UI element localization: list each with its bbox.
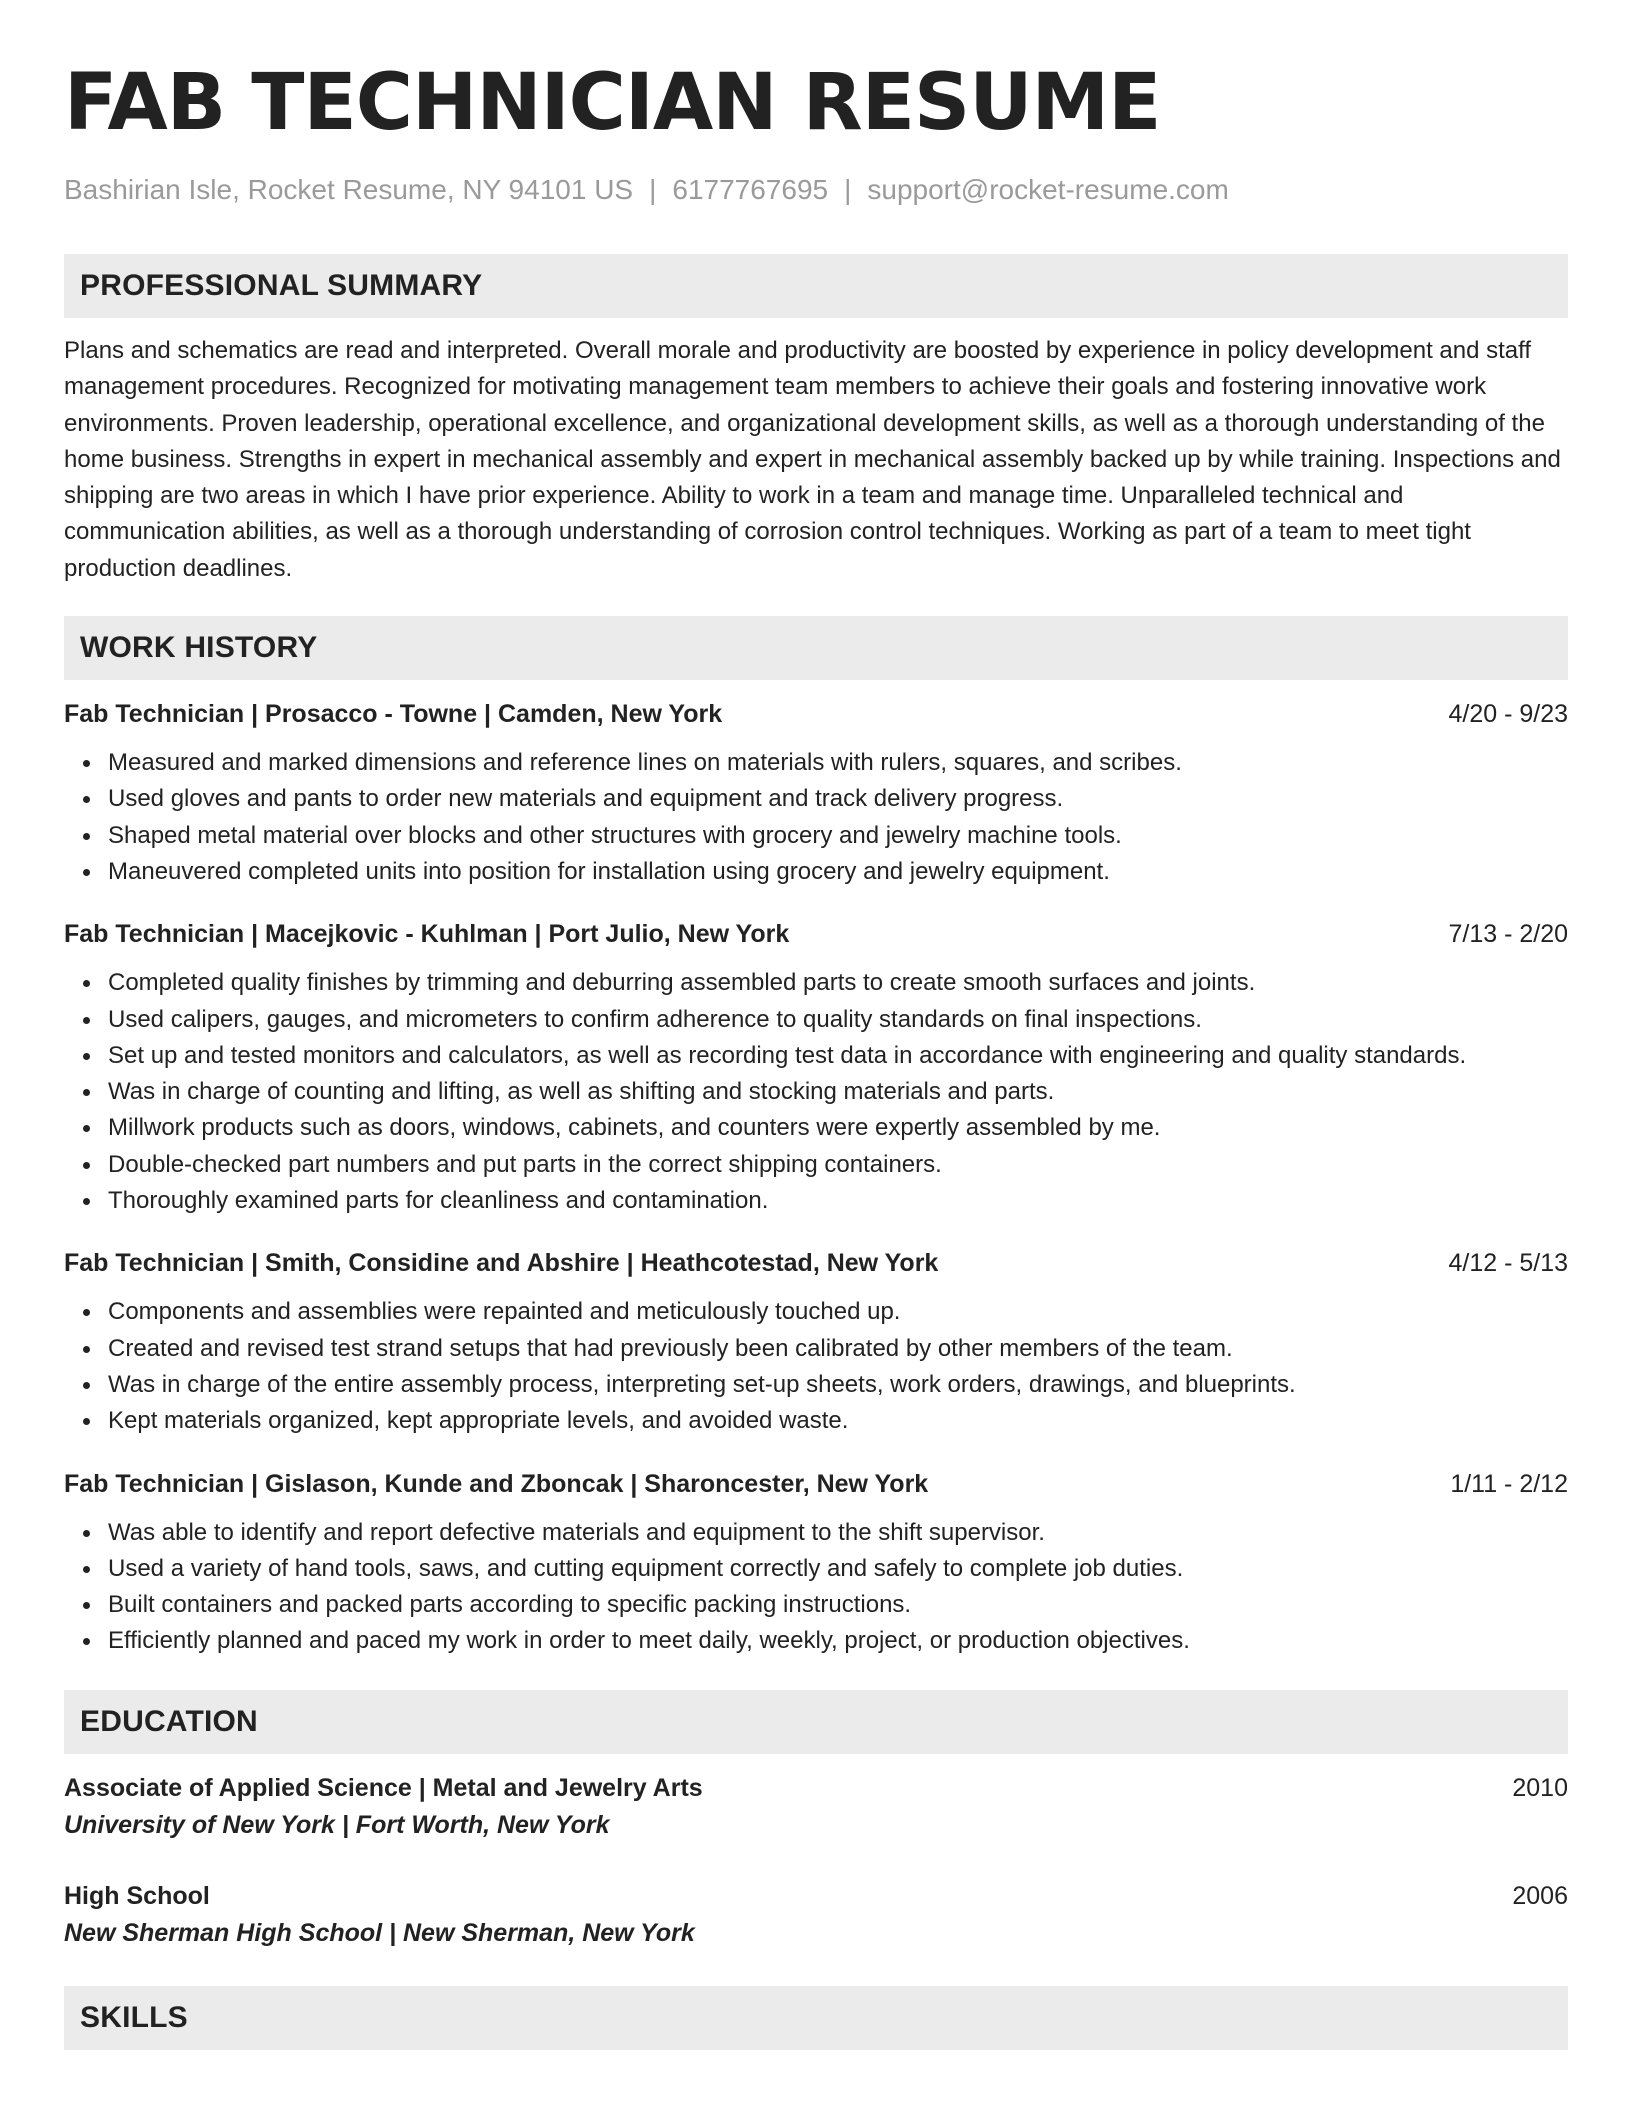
job-header bbox=[64, 1466, 1568, 1502]
job-title: Fab Technician | Smith, Considine and Abshire | Heathcotestad, New York bbox=[64, 1249, 939, 1278]
job-header bbox=[64, 916, 1568, 952]
contact-phone: 6177767695 bbox=[672, 174, 829, 205]
job-duty: Created and revised test strand setups that had previously been calibrated by other members of the team. bbox=[64, 1331, 1568, 1367]
job-duty: Used calipers, gauges, and micrometers to confirm adherence to quality standards on final inspections. bbox=[64, 1002, 1568, 1038]
job-duty: Shaped metal material over blocks and other structures with grocery and jewelry machine tools. bbox=[64, 818, 1568, 854]
job-title: Fab Technician | Macejkovic - Kuhlman | Port Julio, New York bbox=[64, 920, 790, 949]
education-school: University of New York | Fort Worth, New York bbox=[64, 1810, 610, 1839]
job-duty: Was in charge of counting and lifting, as well as shifting and stocking materials and parts. bbox=[64, 1074, 1568, 1110]
job-duty: Was able to identify and report defective materials and equipment to the shift supervisor. bbox=[64, 1515, 1568, 1551]
job-header bbox=[64, 1245, 1568, 1281]
education-year: 2010 bbox=[1512, 1773, 1568, 1802]
job-duty: Used a variety of hand tools, saws, and cutting equipment correctly and safely to complete job duties. bbox=[64, 1551, 1568, 1587]
job-duty: Maneuvered completed units into position for installation using grocery and jewelry equipment. bbox=[64, 854, 1568, 890]
job-duty: Completed quality finishes by trimming and deburring assembled parts to create smooth surfaces and joints. bbox=[64, 965, 1568, 1001]
job-entry bbox=[64, 916, 1568, 1219]
work-section-heading: WORK HISTORY bbox=[64, 616, 1568, 680]
job-dates: 1/11 - 2/12 bbox=[1450, 1469, 1568, 1498]
education-school: New Sherman High School | New Sherman, New York bbox=[64, 1918, 695, 1947]
summary-section-heading: PROFESSIONAL SUMMARY bbox=[64, 254, 1568, 318]
contact-separator: | bbox=[844, 174, 852, 205]
job-dates: 4/20 - 9/23 bbox=[1448, 700, 1568, 729]
education-year: 2006 bbox=[1512, 1881, 1568, 1910]
job-duty: Thoroughly examined parts for cleanliness and contamination. bbox=[64, 1183, 1568, 1219]
job-entry bbox=[64, 1466, 1568, 1660]
contact-email: support@rocket-resume.com bbox=[867, 174, 1229, 205]
education-section-heading: EDUCATION bbox=[64, 1690, 1568, 1754]
education-degree: Associate of Applied Science | Metal and Jewelry Arts bbox=[64, 1773, 703, 1802]
education-header bbox=[64, 1878, 1568, 1914]
contact-line bbox=[64, 176, 1568, 204]
job-duty: Set up and tested monitors and calculators, as well as recording test data in accordance with engineering and quality standards. bbox=[64, 1038, 1568, 1074]
job-header bbox=[64, 696, 1568, 732]
skills-section-heading: SKILLS bbox=[64, 1986, 1568, 2050]
education-header bbox=[64, 1770, 1568, 1806]
contact-separator: | bbox=[649, 174, 657, 205]
job-dates: 7/13 - 2/20 bbox=[1448, 920, 1568, 949]
job-duties-list bbox=[64, 745, 1568, 890]
summary-text: Plans and schematics are read and interpreted. Overall morale and productivity are boosted by experience in policy development and staff management procedures. Recognized for motivating management team members to achieve their goals and fostering innovative work environments. Proven leadership, operational excellence, and organizational development skills, as well as a thorough understanding of the home business. Strengths in expert in mechanical assembly and expert in mechanical assembly backed up by while training. Inspections and shipping are two areas in which I have prior experience. Ability to work in a team and manage time. Unparalleled technical and communication abilities, as well as a thorough understanding of corrosion control techniques. Working as part of a team to meet tight production deadlines. bbox=[64, 337, 1561, 582]
job-title: Fab Technician | Prosacco - Towne | Camden, New York bbox=[64, 700, 723, 729]
job-duty: Measured and marked dimensions and reference lines on materials with rulers, squares, and scribes. bbox=[64, 745, 1568, 781]
job-duty: Built containers and packed parts according to specific packing instructions. bbox=[64, 1587, 1568, 1623]
education-entry bbox=[64, 1770, 1568, 1844]
job-duty: Efficiently planned and paced my work in order to meet daily, weekly, project, or production objectives. bbox=[64, 1623, 1568, 1659]
job-duty: Used gloves and pants to order new materials and equipment and track delivery progress. bbox=[64, 781, 1568, 817]
job-dates: 4/12 - 5/13 bbox=[1448, 1249, 1568, 1278]
education-degree: High School bbox=[64, 1881, 210, 1910]
job-entry bbox=[64, 696, 1568, 890]
job-title: Fab Technician | Gislason, Kunde and Zboncak | Sharoncester, New York bbox=[64, 1469, 929, 1498]
job-duty: Millwork products such as doors, windows, cabinets, and counters were expertly assembled by me. bbox=[64, 1110, 1568, 1146]
education-entry bbox=[64, 1878, 1568, 1952]
contact-address: Bashirian Isle, Rocket Resume, NY 94101 US bbox=[64, 174, 634, 205]
job-entry bbox=[64, 1245, 1568, 1439]
job-duties-list bbox=[64, 1294, 1568, 1439]
job-duties-list bbox=[64, 965, 1568, 1219]
job-duty: Kept materials organized, kept appropriate levels, and avoided waste. bbox=[64, 1403, 1568, 1439]
resume-title: FAB TECHNICIAN RESUME bbox=[64, 58, 1161, 148]
job-duty: Components and assemblies were repainted and meticulously touched up. bbox=[64, 1294, 1568, 1330]
job-duties-list bbox=[64, 1515, 1568, 1660]
job-duty: Double-checked part numbers and put parts in the correct shipping containers. bbox=[64, 1147, 1568, 1183]
job-duty: Was in charge of the entire assembly process, interpreting set-up sheets, work orders, drawings, and blueprints. bbox=[64, 1367, 1568, 1403]
